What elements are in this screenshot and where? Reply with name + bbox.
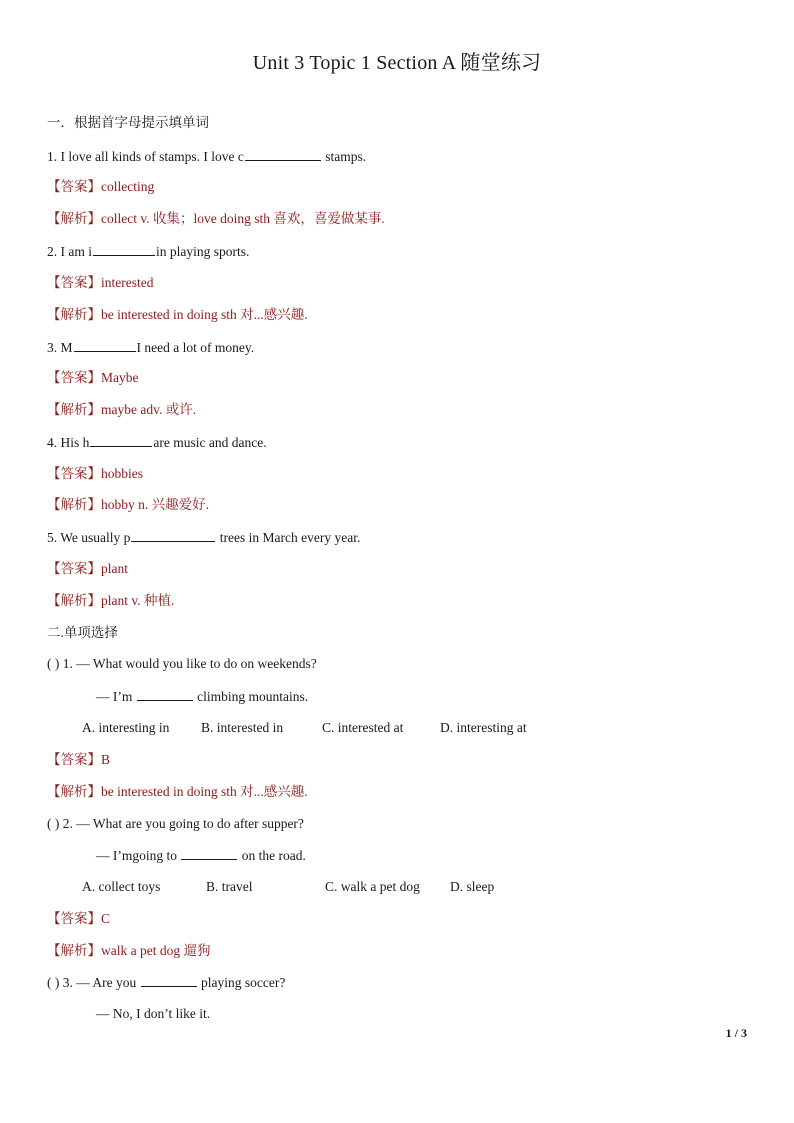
explanation-line: [47, 496, 209, 514]
question-2-text: 2. I am i: [47, 244, 92, 259]
answer-text: collecting: [101, 179, 155, 194]
answer-tag: 【答案】: [47, 466, 101, 481]
question-5-text: 5. We usually p: [47, 530, 131, 545]
explanation-tag: 【解析】: [47, 784, 101, 799]
question-1: [47, 147, 366, 166]
answer-blank: [181, 846, 237, 860]
explanation-line: [47, 942, 210, 960]
answer-blank: [93, 242, 155, 256]
section-1-heading: 一．根据首字母提示填单词: [47, 115, 209, 130]
question-2: [47, 242, 249, 261]
answer-line: [47, 178, 154, 196]
option-d: D. interesting at: [440, 720, 527, 735]
option-c: C. interested at: [322, 720, 404, 735]
answer-line: [47, 465, 143, 483]
question-1-text: 1. I love all kinds of stamps. I love c: [47, 149, 244, 164]
answer-tag: 【答案】: [47, 561, 101, 576]
mc-question-1-stem: ( ) 1. — What would you like to do on weekends?: [47, 656, 317, 671]
question-4: [47, 433, 267, 452]
stem-text-end: playing soccer?: [197, 975, 286, 990]
explanation-text: be interested in doing sth 对...感兴趣.: [101, 784, 308, 799]
question-5-text-end: trees in March every year.: [216, 530, 361, 545]
question-3: [47, 338, 254, 357]
answer-text: C: [101, 911, 111, 926]
mc-question-2-reply: [96, 846, 306, 865]
page-title: Unit 3 Topic 1 Section A 随堂练习: [252, 52, 542, 74]
mc-question-3-reply: — No, I don’t like it.: [96, 1006, 211, 1021]
explanation-tag: 【解析】: [47, 211, 101, 226]
answer-blank: [245, 147, 321, 161]
answer-text: hobbies: [101, 466, 143, 481]
question-4-text: 4. His h: [47, 435, 90, 450]
section-2-heading: 二.单项选择: [47, 625, 118, 640]
page-number: 1 / 3: [725, 1026, 747, 1040]
answer-text: interested: [101, 275, 154, 290]
explanation-text: walk a pet dog 遛狗: [101, 943, 211, 958]
answer-blank: [90, 433, 152, 447]
option-a: A. collect toys: [82, 879, 161, 894]
answer-text: B: [101, 752, 111, 767]
answer-blank: [137, 687, 193, 701]
option-d: D. sleep: [450, 879, 495, 894]
option-b: B. travel: [206, 879, 253, 894]
option-b: B. interested in: [201, 720, 284, 735]
answer-tag: 【答案】: [47, 275, 101, 290]
answer-blank: [131, 528, 215, 542]
answer-line: [47, 751, 110, 769]
reply-text-end: on the road.: [238, 848, 306, 863]
explanation-text: collect v. 收集；love doing sth 喜欢，喜爱做某事.: [101, 211, 385, 226]
question-5: [47, 528, 360, 547]
explanation-text: plant v. 种植.: [101, 593, 175, 608]
answer-text: plant: [101, 561, 128, 576]
answer-line: [47, 910, 110, 928]
explanation-text: maybe adv. 或许.: [101, 402, 197, 417]
mc-question-1-reply: [96, 687, 308, 706]
reply-text: — I’m: [96, 689, 136, 704]
reply-text: — I’mgoing to: [96, 848, 181, 863]
question-3-text: 3. M: [47, 340, 73, 355]
explanation-text: be interested in doing sth 对...感兴趣.: [101, 307, 308, 322]
explanation-tag: 【解析】: [47, 497, 101, 512]
explanation-line: [47, 592, 174, 610]
explanation-line: [47, 401, 196, 419]
question-3-text-end: I need a lot of money.: [136, 340, 255, 355]
reply-text-end: climbing mountains.: [193, 689, 309, 704]
option-a: A. interesting in: [82, 720, 170, 735]
explanation-tag: 【解析】: [47, 943, 101, 958]
explanation-tag: 【解析】: [47, 402, 101, 417]
explanation-tag: 【解析】: [47, 307, 101, 322]
answer-tag: 【答案】: [47, 179, 101, 194]
answer-tag: 【答案】: [47, 752, 101, 767]
explanation-text: hobby n. 兴趣爱好.: [101, 497, 209, 512]
explanation-tag: 【解析】: [47, 593, 101, 608]
question-1-text-end: stamps.: [321, 149, 367, 164]
answer-line: [47, 274, 153, 292]
question-4-text-end: are music and dance.: [153, 435, 267, 450]
answer-blank: [141, 973, 197, 987]
explanation-line: [47, 210, 385, 228]
answer-blank: [74, 338, 136, 352]
mc-question-2-stem: ( ) 2. — What are you going to do after supper?: [47, 816, 304, 831]
question-2-text-end: in playing sports.: [156, 244, 250, 259]
answer-tag: 【答案】: [47, 911, 101, 926]
explanation-line: [47, 306, 308, 324]
answer-line: [47, 369, 139, 387]
answer-line: [47, 560, 128, 578]
answer-text: Maybe: [101, 370, 139, 385]
mc-question-3-stem: [47, 973, 285, 992]
mc-question-2-options: [82, 878, 494, 896]
answer-tag: 【答案】: [47, 370, 101, 385]
mc-question-1-options: [82, 719, 527, 737]
stem-text: ( ) 3. — Are you: [47, 975, 140, 990]
explanation-line: [47, 783, 308, 801]
option-c: C. walk a pet dog: [325, 879, 420, 894]
